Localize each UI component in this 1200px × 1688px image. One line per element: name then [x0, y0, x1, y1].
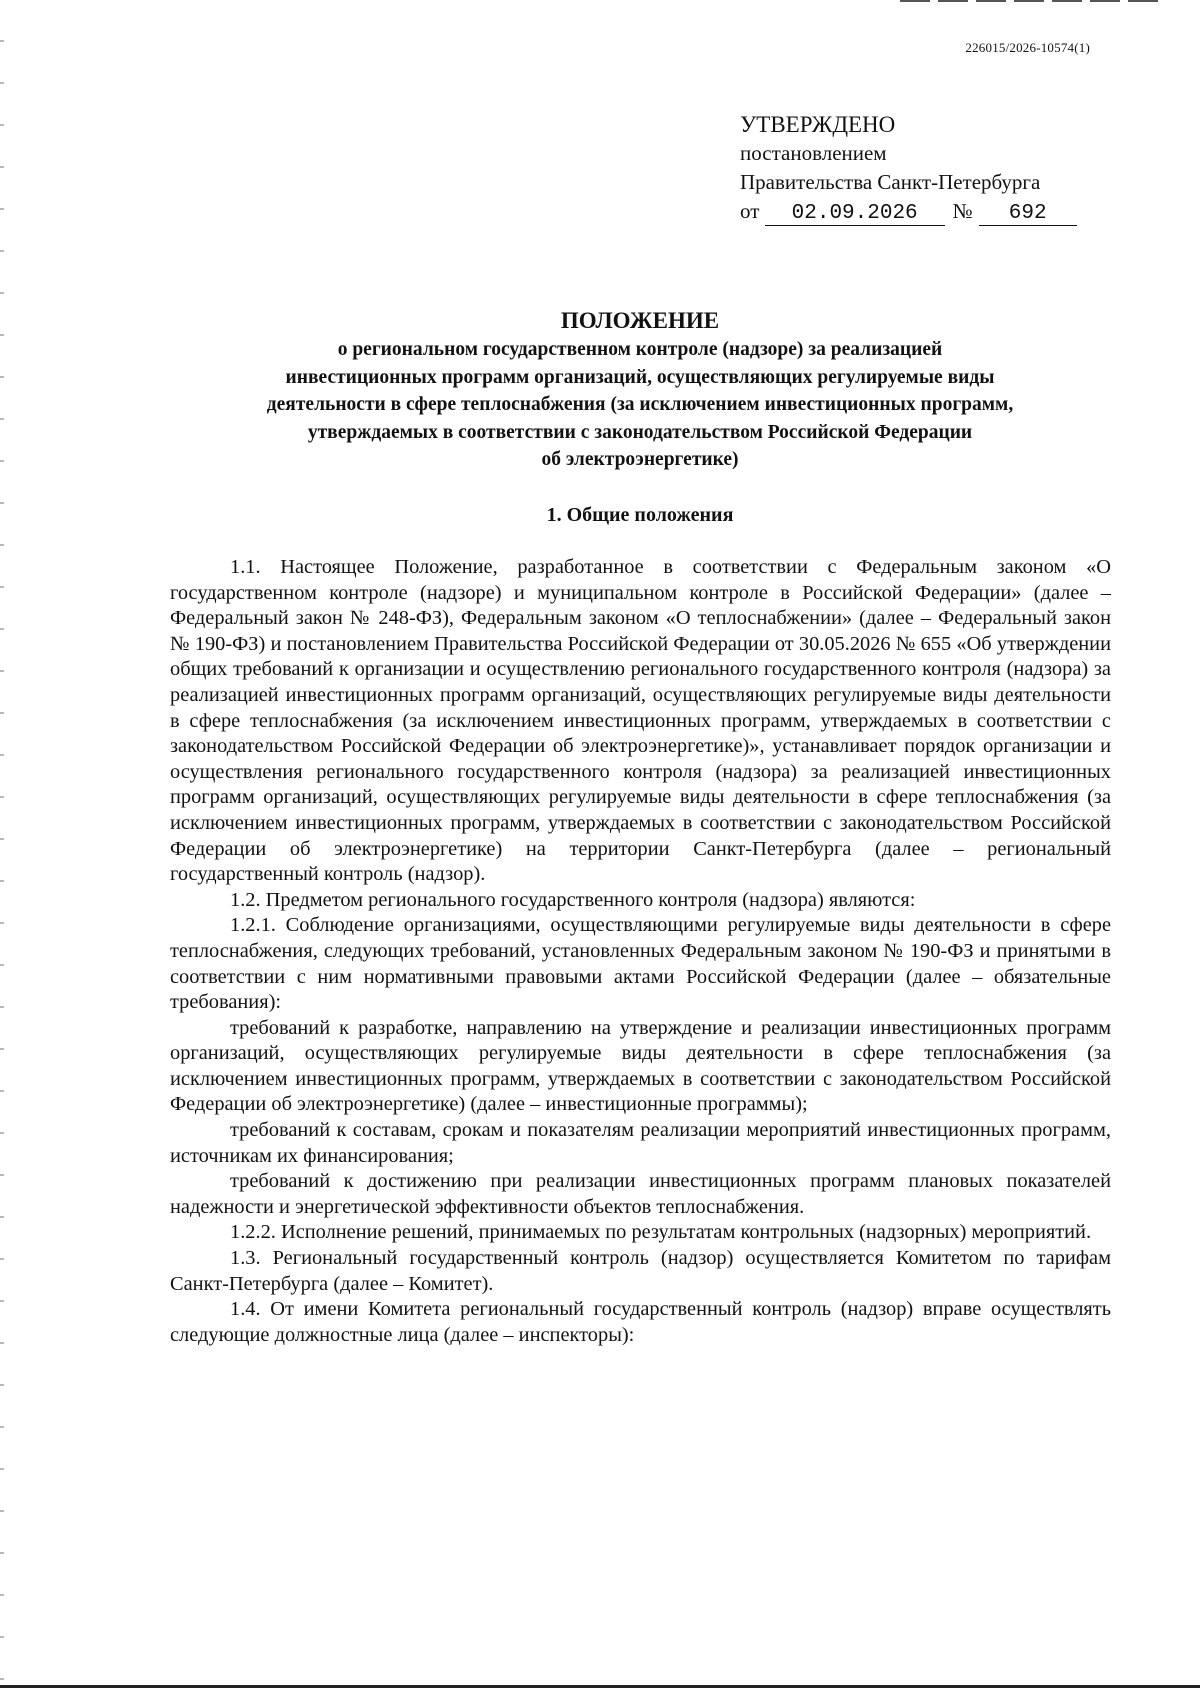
approval-title: УТВЕРЖДЕНО: [740, 112, 896, 137]
scan-top-marks: [900, 0, 1160, 2]
approval-date-line: [740, 197, 1077, 226]
paragraph-1-2-1: 1.2.1. Соблюдение организациями, осуществляющими регулируемые виды деятельности в сфере теплоснабжения, следующих требований, установленных Федеральным законом № 190-ФЗ и принятыми в соответствии с ним нормативными правовыми актами Российской Федерации (далее – обязательные требования):: [170, 914, 1111, 1014]
document-title: ПОЛОЖЕНИЕ: [560, 308, 720, 333]
paragraph-requirement-1: требований к разработке, направлению на утверждение и реализации инвестиционных программ организаций, осуществляющих регулируемые виды деятельности в сфере теплоснабжения (за исключением инвестиционных программ, утверждаемых в соответствии с законодательством Российской Федерации об электроэнергетике) (далее – инвестиционные программы);: [170, 1016, 1111, 1116]
date-prefix: от: [740, 199, 760, 223]
number-sign: №: [952, 199, 973, 223]
approval-date: 02.09.2026: [765, 203, 945, 226]
paragraph-1-4: 1.4. От имени Комитета региональный государственный контроль (надзор) вправе осуществлять следующие должностные лица (далее – инспекторы):: [170, 1298, 1111, 1346]
subtitle-line: об электроэнергетике): [541, 449, 739, 470]
subtitle-line: инвестиционных программ организаций, осуществляющих регулируемые виды: [285, 366, 995, 388]
paragraph-1-2: 1.2. Предметом регионального государственного контроля (надзора) являются:: [230, 888, 916, 911]
approval-line-2: Правительства Санкт-Петербурга: [740, 170, 1041, 194]
approval-number: 692: [979, 203, 1077, 226]
paragraph-1-1: 1.1. Настоящее Положение, разработанное в соответствии с Федеральным законом «О государственном контроле (надзоре) и муниципальном контроле в Российской Федерации» (далее – Федеральный закон № 248-ФЗ), Федеральным законом «О теплоснабжении» (далее – Федеральный закон № 190-ФЗ) и постановлением Правительства Российской Федерации от 30.05.2026 № 655 «Об утверждении общих требований к организации и осуществлению регионального государственного контроля (надзора) за реализацией инвестиционных программ организаций, осуществляющих регулируемые виды деятельности в сфере теплоснабжения (за исключением инвестиционных программ, утверждаемых в соответствии с законодательством Российской Федерации об электроэнергетике)», устанавливает порядок организации и осуществления регионального государственного контроля (надзора) за реализацией инвестиционных программ организаций, осуществляющих регулируемые виды деятельности в сфере теплоснабжения (за исключением инвестиционных программ, утверждаемых в соответствии с законодательством Российской Федерации об электроэнергетике) на территории Санкт-Петербурга (далее – региональный государственный контроль (надзор).: [170, 556, 1111, 886]
subtitle-line: утверждаемых в соответствии с законодательством Российской Федерации: [307, 421, 973, 443]
subtitle-line: о региональном государственном контроле (надзоре) за реализацией: [337, 339, 943, 360]
approval-block: [740, 110, 1077, 226]
document-title-block: [150, 306, 1130, 474]
approval-line-1: постановлением: [740, 141, 887, 165]
paragraph-requirement-3: требований к достижению при реализации инвестиционных программ плановых показателей надежности и энергетической эффективности объектов теплоснабжения.: [170, 1170, 1111, 1218]
paragraph-requirement-2: требований к составам, срокам и показателям реализации мероприятий инвестиционных программ, источникам их финансирования;: [170, 1119, 1111, 1167]
paragraph-1-2-2: 1.2.2. Исполнение решений, принимаемых по результатам контрольных (надзорных) мероприятий.: [230, 1221, 1092, 1244]
scan-edge-marks: [0, 0, 4, 1688]
subtitle-line: деятельности в сфере теплоснабжения (за исключением инвестиционных программ,: [266, 394, 1014, 415]
document-body: [170, 555, 1111, 1348]
paragraph-1-3: 1.3. Региональный государственный контроль (надзор) осуществляется Комитетом по тарифам Санкт-Петербурга (далее – Комитет).: [170, 1247, 1111, 1295]
registration-number: 226015/2026-10574(1): [965, 40, 1090, 55]
section-title: 1. Общие положения: [546, 504, 734, 526]
